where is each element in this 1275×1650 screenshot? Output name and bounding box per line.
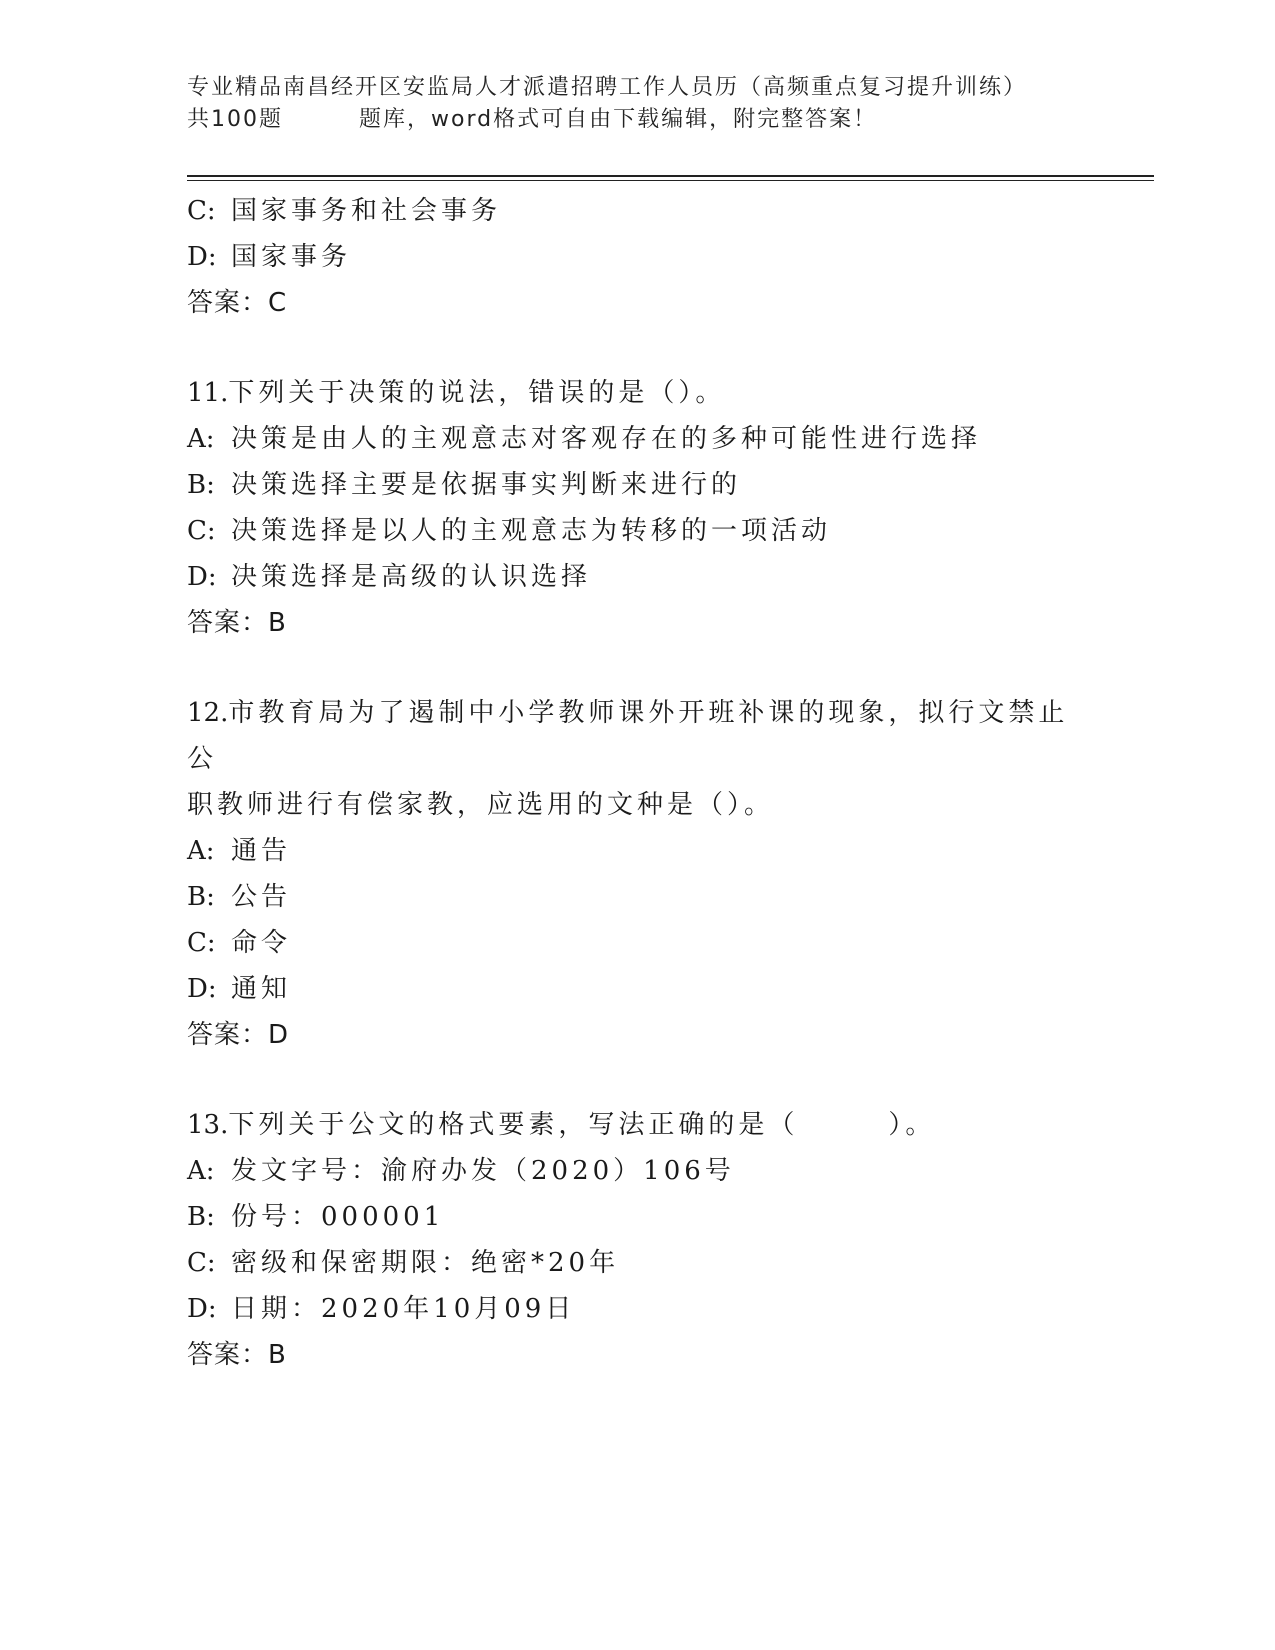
option-text: 发文字号：渝府办发（2020）106号	[231, 1156, 735, 1186]
option-text: 决策选择是高级的认识选择	[231, 562, 592, 592]
question-number: 11.	[187, 378, 229, 408]
document-header	[187, 72, 1147, 136]
option-text: 决策选择是以人的主观意志为转移的一项活动	[231, 516, 832, 546]
question-13	[187, 1102, 1087, 1378]
option-c	[187, 1240, 1087, 1286]
header-title-line: 专业精品南昌经开区安监局人才派遣招聘工作人员历（高频重点复习提升训练）	[187, 75, 1028, 100]
answer-line: 答案：B	[187, 1340, 287, 1370]
option-text: 份号：000001	[231, 1202, 445, 1232]
answer-line: 答案：C	[187, 288, 288, 318]
question-text	[187, 370, 1087, 416]
option-prefix: D:	[187, 974, 217, 1004]
option-text: 通告	[231, 836, 292, 866]
option-text: 决策是由人的主观意志对客观存在的多种可能性进行选择	[231, 424, 982, 454]
answer-line: 答案：D	[187, 1020, 290, 1050]
option-prefix: D:	[187, 562, 217, 592]
option-text: 命令	[231, 928, 292, 958]
option-d	[187, 1286, 1087, 1332]
option-b	[187, 1194, 1087, 1240]
option-text: 通知	[231, 974, 292, 1004]
option-text: 国家事务	[231, 242, 352, 272]
question-stem-line2: 职教师进行有偿家教，应选用的文种是（）。	[187, 790, 775, 820]
option-b	[187, 874, 1087, 920]
option-text: 日期：2020年10月09日	[231, 1294, 576, 1324]
option-prefix: A:	[187, 1156, 215, 1186]
question-number: 13.	[187, 1110, 229, 1140]
header-description: 题库，word格式可自由下载编辑，附完整答案！	[359, 107, 878, 132]
option-prefix: D:	[187, 242, 217, 272]
option-d	[187, 554, 1087, 600]
question-10-tail	[187, 188, 1087, 326]
option-prefix: C:	[187, 1248, 216, 1278]
option-prefix: C:	[187, 516, 216, 546]
header-subtitle-line	[187, 104, 1147, 136]
option-text: 公告	[231, 882, 292, 912]
option-a	[187, 416, 1087, 462]
question-text	[187, 690, 1087, 782]
header-divider	[187, 175, 1154, 177]
option-prefix: A:	[187, 836, 215, 866]
option-d	[187, 234, 1087, 280]
option-text: 国家事务和社会事务	[231, 196, 502, 226]
question-stem: 下列关于决策的说法，错误的是（）。	[228, 378, 726, 408]
option-a	[187, 828, 1087, 874]
option-text: 决策选择主要是依据事实判断来进行的	[231, 470, 742, 500]
option-c	[187, 188, 1087, 234]
question-stem-line1: 市教育局为了遏制中小学教师课外开班补课的现象，拟行文禁止公	[187, 698, 1069, 774]
option-prefix: C:	[187, 196, 216, 226]
question-stem: 下列关于公文的格式要素，写法正确的是（ ）。	[228, 1110, 936, 1140]
option-text: 密级和保密期限：绝密*20年	[231, 1248, 620, 1278]
option-prefix: A:	[187, 424, 215, 454]
option-d	[187, 966, 1087, 1012]
option-c	[187, 508, 1087, 554]
question-count: 共100题	[187, 107, 283, 132]
option-prefix: C:	[187, 928, 216, 958]
document-body	[187, 188, 1087, 1378]
option-prefix: B:	[187, 470, 215, 500]
option-a	[187, 1148, 1087, 1194]
question-12	[187, 690, 1087, 1058]
option-prefix: B:	[187, 1202, 215, 1232]
option-b	[187, 462, 1087, 508]
option-prefix: D:	[187, 1294, 217, 1324]
header-divider-thin	[187, 180, 1154, 181]
option-prefix: B:	[187, 882, 215, 912]
option-c	[187, 920, 1087, 966]
answer-line: 答案：B	[187, 608, 287, 638]
question-number: 12.	[187, 698, 229, 728]
question-11	[187, 370, 1087, 646]
question-text	[187, 1102, 1087, 1148]
